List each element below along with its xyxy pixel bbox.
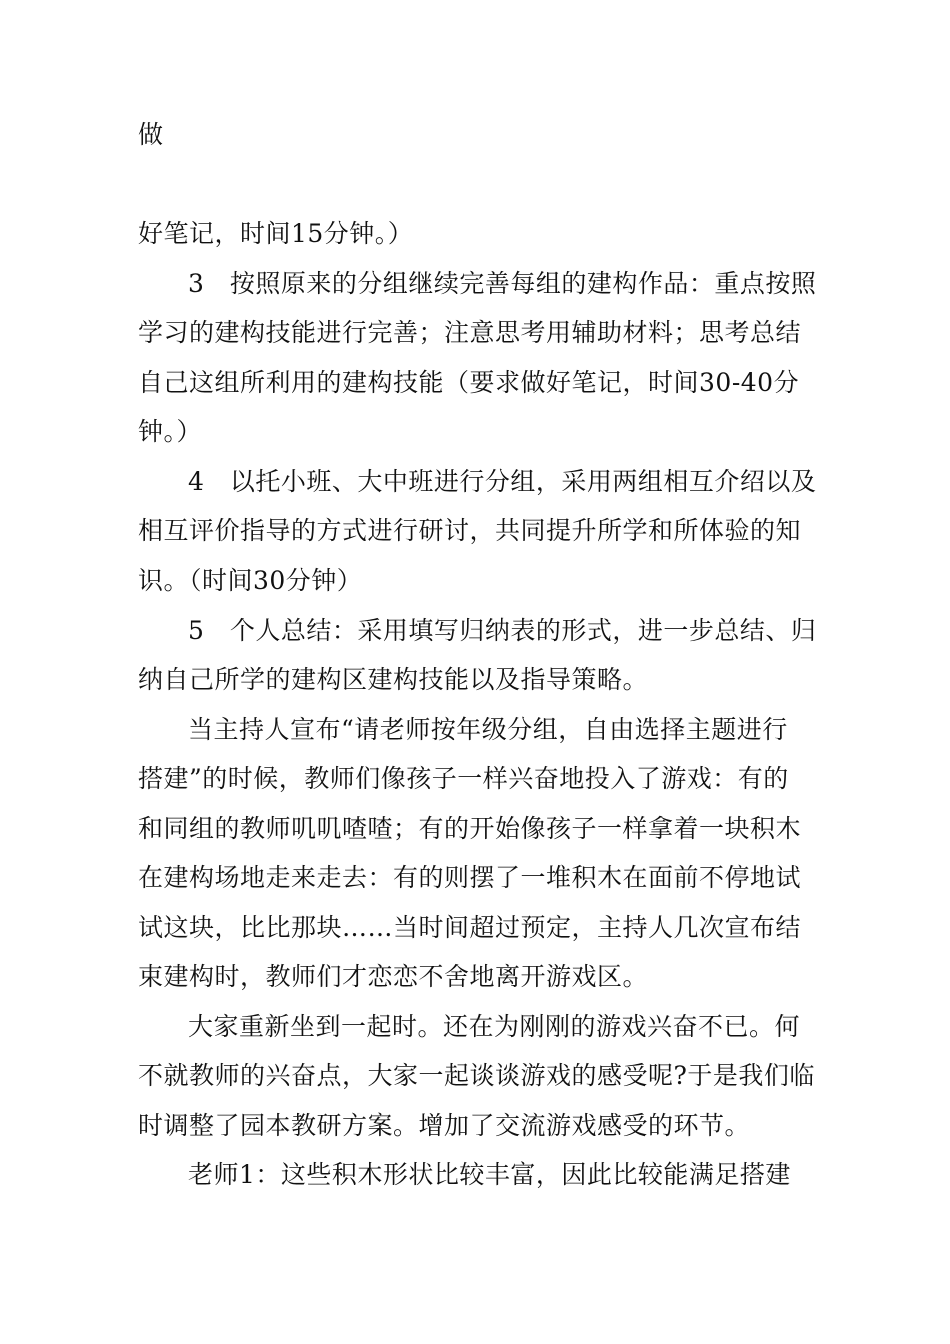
text-line: 老师1：这些积木形状比较丰富，因此比较能满足搭建 <box>188 1160 791 1189</box>
text-line: 时调整了园本教研方案。增加了交流游戏感受的环节。 <box>138 1111 751 1140</box>
text-line: 学习的建构技能进行完善；注意思考用辅助材料；思考总结 <box>138 318 802 347</box>
text-line: 3 按照原来的分组继续完善每组的建构作品：重点按照 <box>188 269 817 298</box>
text-line: 好笔记，时间15分钟。） <box>138 219 414 248</box>
text-line: 和同组的教师叽叽喳喳；有的开始像孩子一样拿着一块积木 <box>138 814 802 843</box>
text-line: 束建构时，教师们才恋恋不舍地离开游戏区。 <box>138 962 649 991</box>
text-line: 在建构场地走来走去：有的则摆了一堆积木在面前不停地试 <box>138 863 802 892</box>
text-line: 试这块，比比那块……当时间超过预定，主持人几次宣布结 <box>138 913 802 942</box>
text-line: 相互评价指导的方式进行研讨，共同提升所学和所体验的知 <box>138 516 802 545</box>
text-line: 做 <box>138 120 164 149</box>
text-line: 搭建”的时候，教师们像孩子一样兴奋地投入了游戏：有的 <box>138 764 789 793</box>
text-line: 钟。） <box>138 417 203 446</box>
text-line: 5 个人总结：采用填写归纳表的形式，进一步总结、归 <box>188 616 817 645</box>
text-line: 当主持人宣布“请老师按年级分组，自由选择主题进行 <box>188 715 788 744</box>
text-line: 4 以托小班、大中班进行分组，采用两组相互介绍以及 <box>188 467 817 496</box>
text-line: 大家重新坐到一起时。还在为刚刚的游戏兴奋不已。何 <box>188 1012 801 1041</box>
text-line: 不就教师的兴奋点，大家一起谈谈游戏的感受呢?于是我们临 <box>138 1061 815 1090</box>
text-line: 纳自己所学的建构区建构技能以及指导策略。 <box>138 665 649 694</box>
text-line: 识。（时间30分钟） <box>138 566 363 595</box>
text-line: 自己这组所利用的建构技能（要求做好笔记，时间30-40分 <box>138 368 800 397</box>
